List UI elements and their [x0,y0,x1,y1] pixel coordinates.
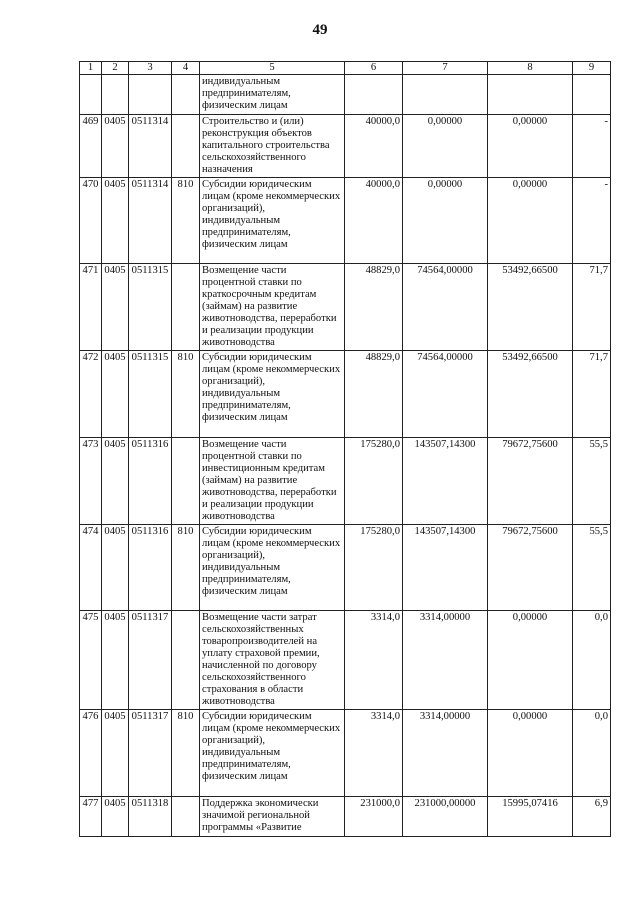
cell-type [172,438,200,525]
cell-n: 473 [80,438,102,525]
cell-refined: 143507,14300 [403,438,488,525]
cell-target: 0511315 [129,264,172,351]
cell-plan: 175280,0 [345,438,403,525]
cell-executed: 0,00000 [488,611,573,710]
cell-executed: 79672,75600 [488,438,573,525]
cell-percent: 0,0 [573,710,611,797]
cell-executed: 0,00000 [488,710,573,797]
cell-section: 0405 [102,115,129,178]
cell-target: 0511317 [129,710,172,797]
table-row [80,351,611,438]
cell-n: 476 [80,710,102,797]
cell-refined: 3314,00000 [403,710,488,797]
cell-name: индивидуальным предпринимателям, физическим лицам [200,75,345,115]
table-row [80,525,611,611]
cell-refined: 143507,14300 [403,525,488,611]
cell-section: 0405 [102,178,129,264]
table-row [80,611,611,710]
cell-section: 0405 [102,525,129,611]
cell-plan: 3314,0 [345,710,403,797]
cell-target: 0511314 [129,178,172,264]
cell-percent: - [573,178,611,264]
cell-refined: 0,00000 [403,115,488,178]
cell-n [80,75,102,115]
cell-percent [573,75,611,115]
cell-plan: 3314,0 [345,611,403,710]
cell-target [129,75,172,115]
header-col-5: 5 [200,62,345,75]
cell-name: Субсидии юридическим лицам (кроме некоммерческих организаций), индивидуальным предпринимателям, физическим лицам [200,351,345,438]
cell-type [172,75,200,115]
table-row [80,178,611,264]
cell-plan: 48829,0 [345,264,403,351]
cell-n: 474 [80,525,102,611]
cell-n: 471 [80,264,102,351]
header-col-4: 4 [172,62,200,75]
table-row [80,438,611,525]
page-number: 49 [312,22,328,38]
cell-type [172,611,200,710]
cell-name: Субсидии юридическим лицам (кроме некоммерческих организаций), индивидуальным предпринимателям, физическим лицам [200,710,345,797]
cell-executed: 0,00000 [488,178,573,264]
cell-plan: 40000,0 [345,115,403,178]
cell-section: 0405 [102,351,129,438]
cell-refined: 74564,00000 [403,264,488,351]
cell-target: 0511317 [129,611,172,710]
cell-percent: 0,0 [573,611,611,710]
cell-plan [345,75,403,115]
cell-percent: 71,7 [573,351,611,438]
cell-name: Строительство и (или) реконструкция объектов капитального строительства сельскохозяйственного назначения [200,115,345,178]
cell-percent: 71,7 [573,264,611,351]
cell-n: 472 [80,351,102,438]
cell-percent: 55,5 [573,525,611,611]
cell-type: 810 [172,710,200,797]
cell-name: Поддержка экономически значимой региональной программы «Развитие [200,797,345,837]
cell-executed: 15995,07416 [488,797,573,837]
header-row [80,62,611,75]
cell-target: 0511316 [129,438,172,525]
cell-plan: 175280,0 [345,525,403,611]
cell-refined: 231000,00000 [403,797,488,837]
cell-name: Возмещение части затрат сельскохозяйственных товаропроизводителей на уплату страховой премии, начисленной по договору сельскохозяйственного страхования в области животноводства [200,611,345,710]
cell-target: 0511314 [129,115,172,178]
cell-type [172,115,200,178]
cell-percent: - [573,115,611,178]
cell-executed: 79672,75600 [488,525,573,611]
cell-name: Субсидии юридическим лицам (кроме некоммерческих организаций), индивидуальным предпринимателям, физическим лицам [200,525,345,611]
cell-refined: 3314,00000 [403,611,488,710]
cell-name: Субсидии юридическим лицам (кроме некоммерческих организаций), индивидуальным предпринимателям, физическим лицам [200,178,345,264]
cell-n: 475 [80,611,102,710]
cell-name: Возмещение части процентной ставки по краткосрочным кредитам (займам) на развитие животноводства, переработки и реализации продукции животноводства [200,264,345,351]
cell-section [102,75,129,115]
cell-section: 0405 [102,710,129,797]
cell-percent: 6,9 [573,797,611,837]
cell-name: Возмещение части процентной ставки по инвестиционным кредитам (займам) на развитие животноводства, переработки и реализации продукции животноводства [200,438,345,525]
table-row [80,115,611,178]
header-col-2: 2 [102,62,129,75]
cell-type [172,264,200,351]
cell-type [172,797,200,837]
header-col-3: 3 [129,62,172,75]
cell-plan: 48829,0 [345,351,403,438]
cell-refined: 0,00000 [403,178,488,264]
cell-percent: 55,5 [573,438,611,525]
cell-n: 477 [80,797,102,837]
cell-plan: 231000,0 [345,797,403,837]
table-row-continuation [80,75,611,115]
cell-refined: 74564,00000 [403,351,488,438]
cell-executed: 53492,66500 [488,264,573,351]
header-col-8: 8 [488,62,573,75]
cell-section: 0405 [102,611,129,710]
budget-table [79,61,611,837]
cell-plan: 40000,0 [345,178,403,264]
header-col-9: 9 [573,62,611,75]
table-row [80,797,611,837]
header-col-1: 1 [80,62,102,75]
cell-target: 0511318 [129,797,172,837]
cell-section: 0405 [102,264,129,351]
cell-type: 810 [172,351,200,438]
cell-target: 0511315 [129,351,172,438]
cell-executed: 0,00000 [488,115,573,178]
cell-n: 470 [80,178,102,264]
cell-n: 469 [80,115,102,178]
cell-target: 0511316 [129,525,172,611]
cell-type: 810 [172,525,200,611]
cell-section: 0405 [102,797,129,837]
cell-executed: 53492,66500 [488,351,573,438]
cell-section: 0405 [102,438,129,525]
cell-executed [488,75,573,115]
cell-type: 810 [172,178,200,264]
header-col-6: 6 [345,62,403,75]
table-row [80,264,611,351]
cell-refined [403,75,488,115]
header-col-7: 7 [403,62,488,75]
table-row [80,710,611,797]
